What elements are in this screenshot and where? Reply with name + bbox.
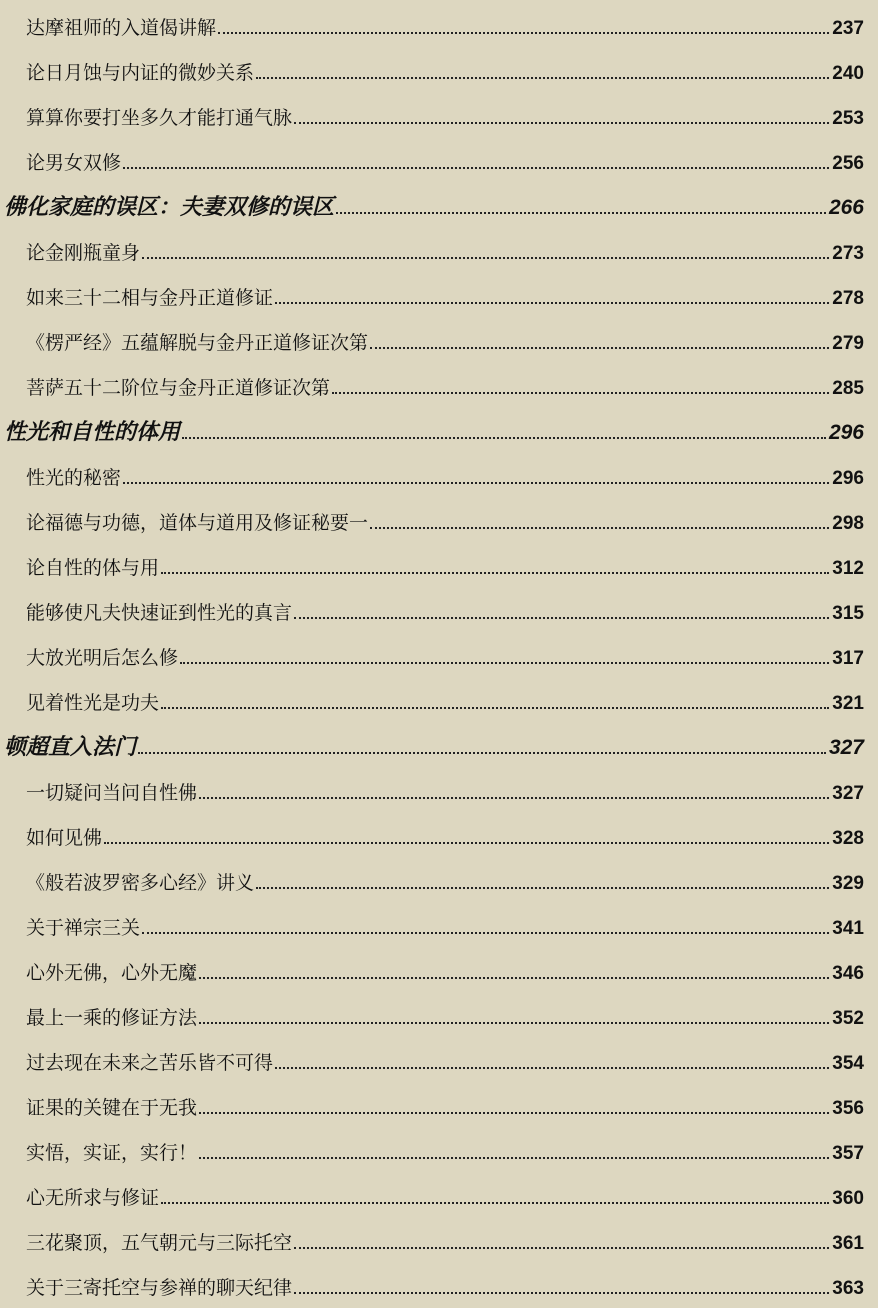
dot-leader: [370, 527, 829, 529]
toc-page-number: 341: [832, 918, 864, 939]
toc-page-number: 328: [832, 828, 864, 849]
toc-page-number: 361: [832, 1233, 864, 1254]
dot-leader: [294, 1247, 829, 1249]
toc-page-number: 357: [832, 1143, 864, 1164]
dot-leader: [199, 977, 829, 979]
dot-leader: [294, 617, 829, 619]
dot-leader: [161, 572, 829, 574]
toc-entry[interactable]: [4, 315, 864, 360]
toc-page-number: 296: [832, 468, 864, 489]
toc-entry-title: 一切疑问当问自性佛: [26, 782, 198, 804]
toc-entry-title: 论福德与功德，道体与道用及修证秘要一: [26, 512, 369, 534]
toc-entry[interactable]: [4, 45, 864, 90]
toc-entry[interactable]: [4, 450, 864, 495]
toc-entry-title: 关于禅宗三关: [26, 917, 141, 939]
toc-entry-title: 达摩祖师的入道偈讲解: [26, 17, 217, 39]
dot-leader: [123, 482, 829, 484]
toc-section-heading[interactable]: [4, 720, 864, 765]
toc-section-heading[interactable]: [4, 405, 864, 450]
dot-leader: [180, 662, 829, 664]
dot-leader: [370, 347, 829, 349]
toc-entry[interactable]: [4, 945, 864, 990]
toc-section-title: 性光和自性的体用: [4, 419, 181, 445]
toc-page-number: 285: [832, 378, 864, 399]
dot-leader: [161, 1202, 829, 1204]
toc-entry[interactable]: [4, 135, 864, 180]
toc-page-number: 363: [832, 1278, 864, 1299]
toc-entry-title: 如来三十二相与金丹正道修证: [26, 287, 274, 309]
toc-page-number: 315: [832, 603, 864, 624]
toc-entry-title: 如何见佛: [26, 827, 103, 849]
toc-entry[interactable]: [4, 225, 864, 270]
toc-entry[interactable]: [4, 855, 864, 900]
dot-leader: [142, 932, 829, 934]
toc-entry-title: 证果的关键在于无我: [26, 1097, 198, 1119]
toc-entry-title: 大放光明后怎么修: [26, 647, 179, 669]
toc-entry[interactable]: [4, 765, 864, 810]
toc-page-number: 329: [832, 873, 864, 894]
toc-page-number: 360: [832, 1188, 864, 1209]
toc-section-title: 顿超直入法门: [4, 734, 137, 760]
toc-entry[interactable]: [4, 495, 864, 540]
dot-leader: [294, 1292, 829, 1294]
toc-page-number: 278: [832, 288, 864, 309]
dot-leader: [161, 707, 829, 709]
toc-page-number: 321: [832, 693, 864, 714]
toc-entry[interactable]: [4, 270, 864, 315]
toc-entry[interactable]: [4, 1035, 864, 1080]
dot-leader: [218, 32, 829, 34]
toc-entry[interactable]: [4, 990, 864, 1035]
dot-leader: [182, 437, 826, 439]
toc-entry-title: 论金刚瓶童身: [26, 242, 141, 264]
toc-page-number: 279: [832, 333, 864, 354]
toc-entry[interactable]: [4, 630, 864, 675]
toc-page-number: 266: [828, 196, 864, 219]
toc-entry-title: 论自性的体与用: [26, 557, 160, 579]
dot-leader: [199, 1157, 829, 1159]
toc-page-number: 352: [832, 1008, 864, 1029]
toc-entry[interactable]: [4, 540, 864, 585]
toc-entry-title: 关于三寄托空与参禅的聊天纪律: [26, 1277, 293, 1299]
toc-entry-title: 论日月蚀与内证的微妙关系: [26, 62, 255, 84]
toc-entry-title: 过去现在未来之苦乐皆不可得: [26, 1052, 274, 1074]
toc-entry-title: 能够使凡夫快速证到性光的真言: [26, 602, 293, 624]
dot-leader: [256, 887, 829, 889]
dot-leader: [332, 392, 829, 394]
dot-leader: [256, 77, 829, 79]
toc-page-number: 296: [828, 421, 864, 444]
toc-page-number: 356: [832, 1098, 864, 1119]
toc-entry[interactable]: [4, 585, 864, 630]
toc-page-number: 256: [832, 153, 864, 174]
toc-entry-title: 《楞严经》五蕴解脱与金丹正道修证次第: [26, 332, 369, 354]
toc-entry-title: 算算你要打坐多久才能打通气脉: [26, 107, 293, 129]
toc-page-number: 298: [832, 513, 864, 534]
dot-leader: [199, 1022, 829, 1024]
toc-section-heading[interactable]: [4, 180, 864, 225]
toc-entry[interactable]: [4, 1080, 864, 1125]
toc-page-number: 312: [832, 558, 864, 579]
toc-entry[interactable]: [4, 90, 864, 135]
toc-page-number: 354: [832, 1053, 864, 1074]
toc-page-number: 273: [832, 243, 864, 264]
toc-entry[interactable]: [4, 1260, 864, 1305]
toc-section-title: 佛化家庭的误区：夫妻双修的误区: [4, 194, 335, 220]
toc-entry[interactable]: [4, 810, 864, 855]
toc-entry-title: 实悟，实证，实行！: [26, 1142, 198, 1164]
toc-entry-title: 三花聚顶，五气朝元与三际托空: [26, 1232, 293, 1254]
dot-leader: [275, 1067, 829, 1069]
toc-entry[interactable]: [4, 900, 864, 945]
toc-entry-title: 心无所求与修证: [26, 1187, 160, 1209]
toc-page-number: 327: [832, 783, 864, 804]
toc-page-number: 327: [828, 736, 864, 759]
toc-entry-title: 见着性光是功夫: [26, 692, 160, 714]
toc-entry-title: 性光的秘密: [26, 467, 122, 489]
dot-leader: [336, 212, 826, 214]
toc-entry[interactable]: [4, 1215, 864, 1260]
toc-entry[interactable]: [4, 1170, 864, 1215]
dot-leader: [199, 1112, 829, 1114]
dot-leader: [142, 257, 829, 259]
dot-leader: [275, 302, 829, 304]
toc-entry-title: 菩萨五十二阶位与金丹正道修证次第: [26, 377, 331, 399]
dot-leader: [138, 752, 826, 754]
toc-page-number: 346: [832, 963, 864, 984]
dot-leader: [199, 797, 829, 799]
toc-page-number: 240: [832, 63, 864, 84]
toc-page-number: 253: [832, 108, 864, 129]
toc-entry-title: 论男女双修: [26, 152, 122, 174]
toc-page-number: 237: [832, 18, 864, 39]
toc-entry-title: 最上一乘的修证方法: [26, 1007, 198, 1029]
toc-entry-title: 心外无佛，心外无魔: [26, 962, 198, 984]
dot-leader: [294, 122, 829, 124]
toc-page-number: 317: [832, 648, 864, 669]
toc-entry[interactable]: [4, 675, 864, 720]
dot-leader: [123, 167, 829, 169]
toc-entry-title: 《般若波罗密多心经》讲义: [26, 872, 255, 894]
toc-entry[interactable]: [4, 1125, 864, 1170]
toc-entry[interactable]: [4, 360, 864, 405]
toc-entry[interactable]: [4, 0, 864, 45]
dot-leader: [104, 842, 829, 844]
